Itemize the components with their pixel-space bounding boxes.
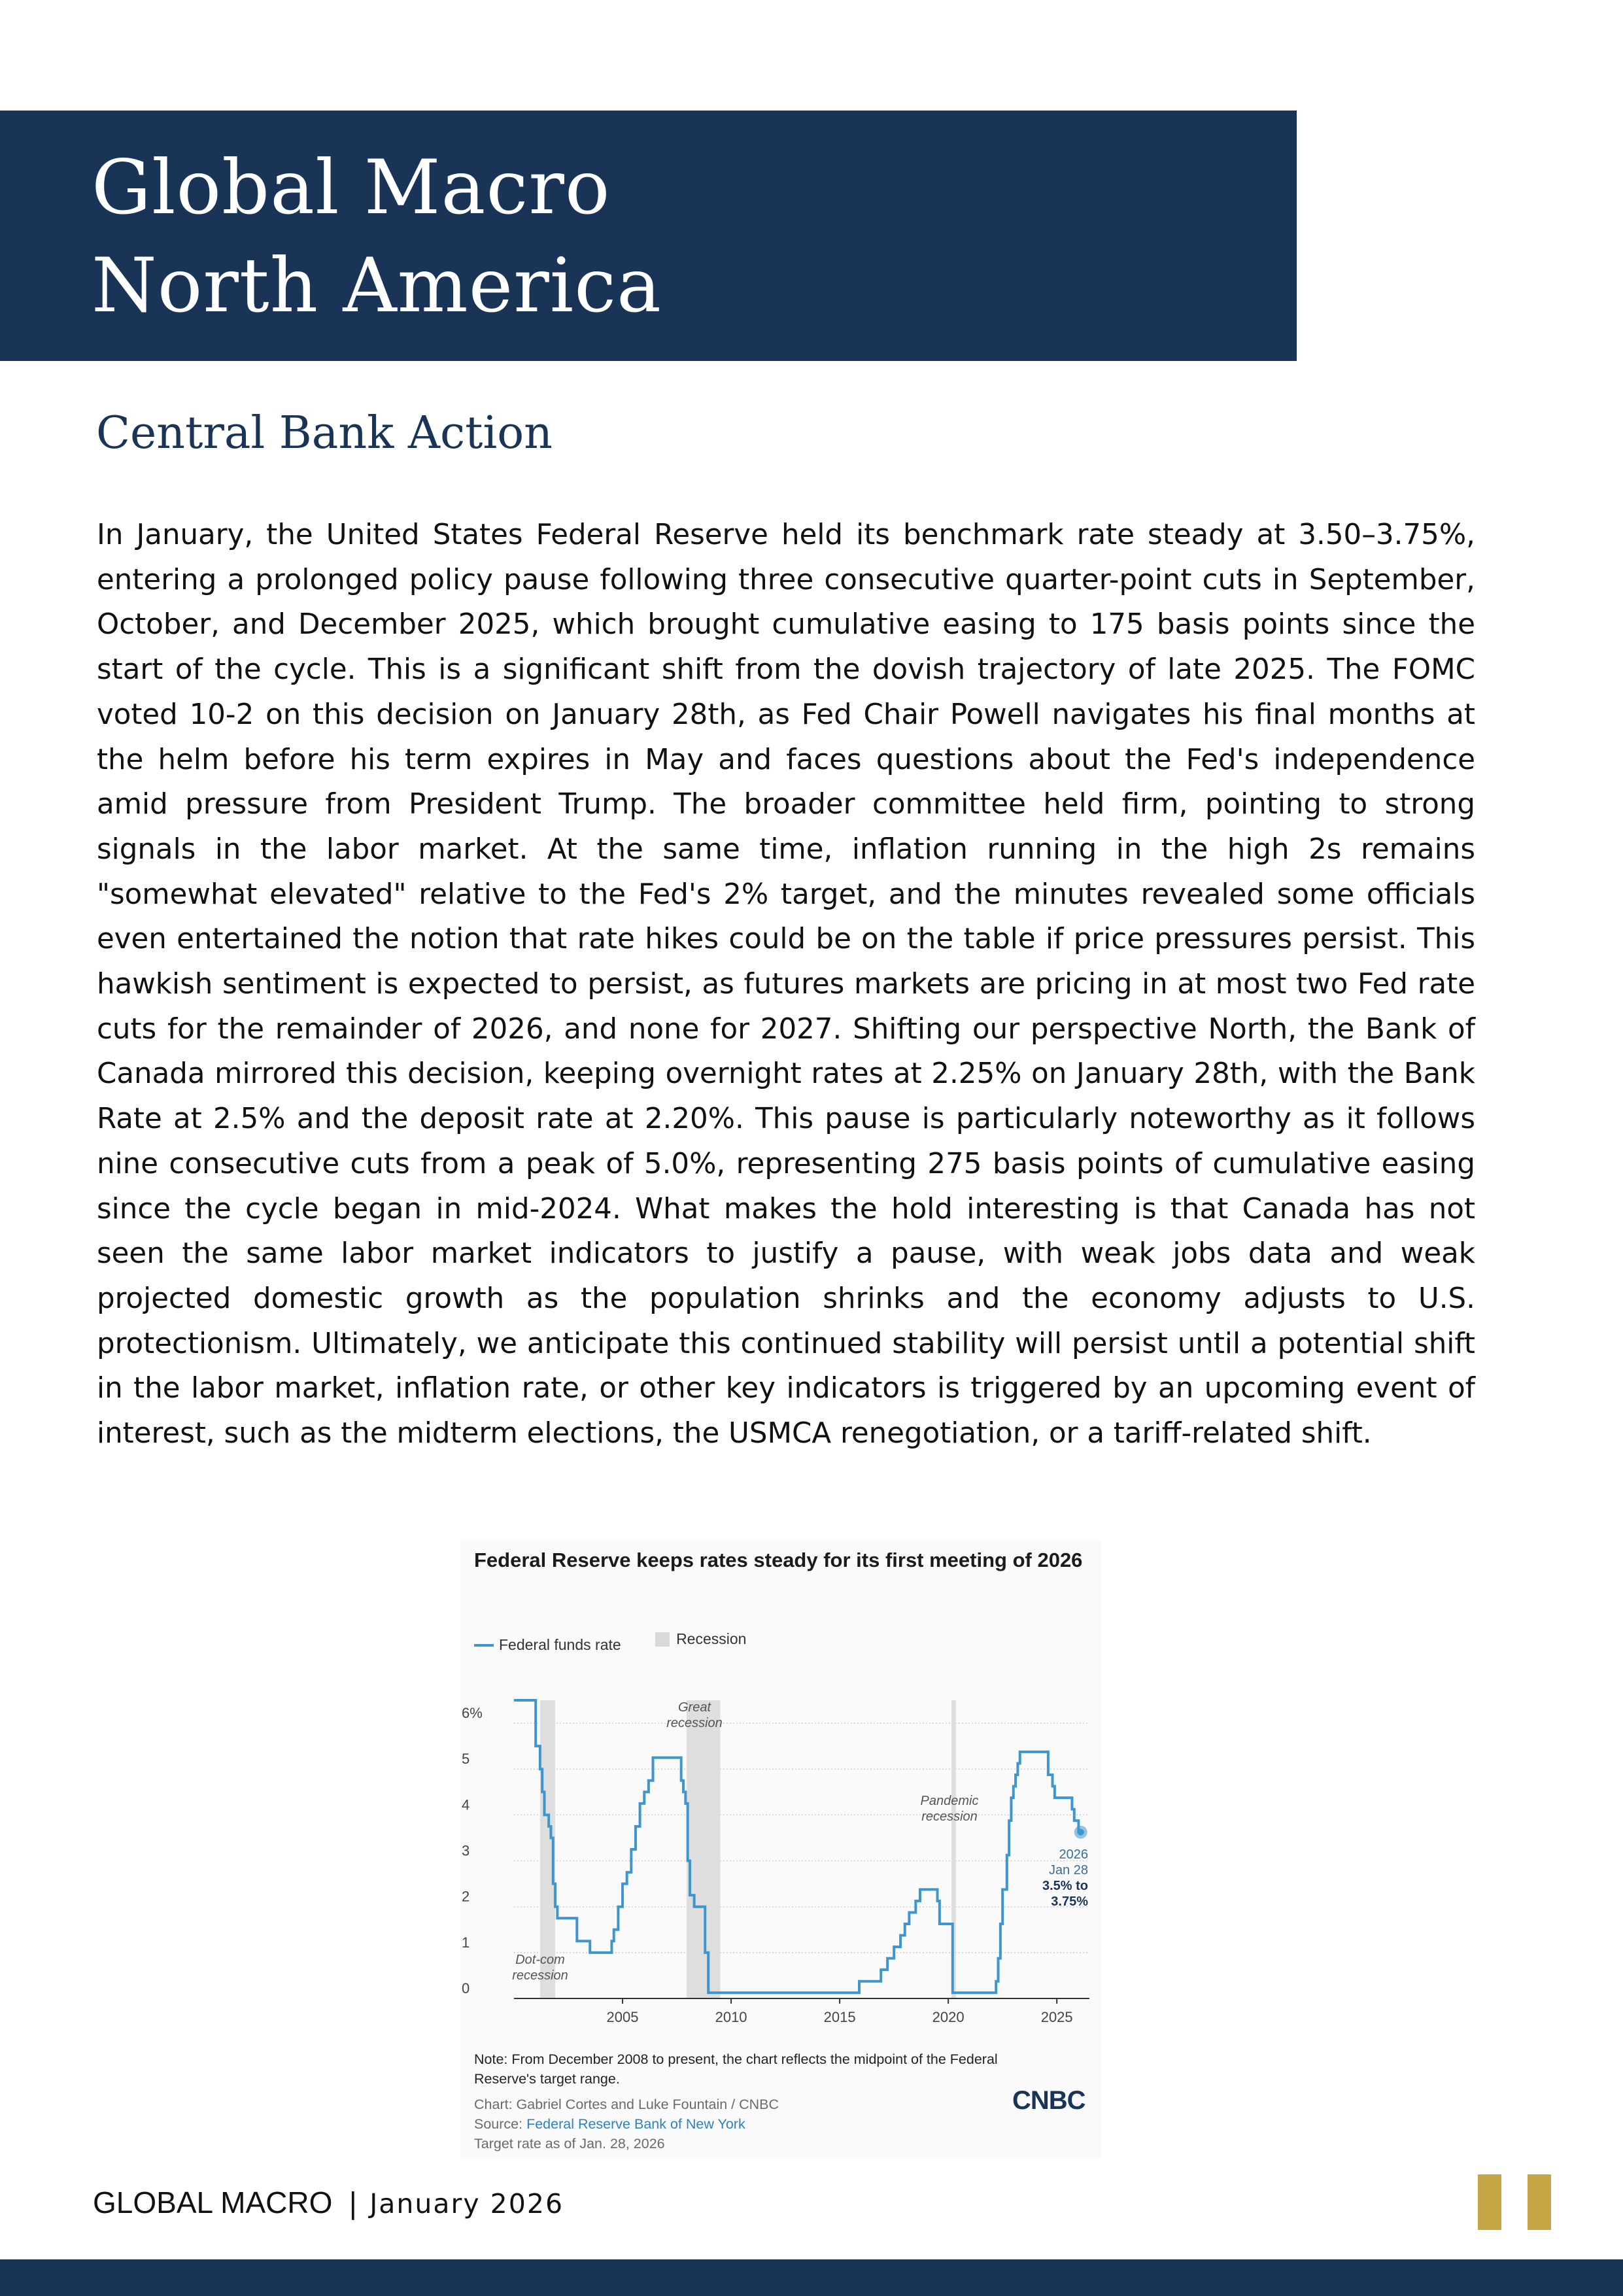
series-line-federal-funds-rate bbox=[514, 1700, 1081, 1993]
recession-label-great-2: recession bbox=[666, 1716, 723, 1730]
footer-strip bbox=[0, 2259, 1623, 2296]
recession-label-great-1: Great bbox=[677, 1700, 711, 1715]
section-title: Central Bank Action bbox=[96, 407, 553, 459]
y-tick-label: 6% bbox=[462, 1705, 483, 1722]
annotation-range-2: 3.75% bbox=[1051, 1894, 1088, 1909]
y-tick-label: 4 bbox=[462, 1796, 470, 1813]
chart-credit bbox=[474, 2095, 779, 2153]
footer-separator: | bbox=[348, 2187, 358, 2220]
chart-source-link[interactable]: Federal Reserve Bank of New York bbox=[526, 2116, 745, 2132]
legend-line-swatch bbox=[474, 1644, 494, 1647]
report-title-line1: Global Macro bbox=[92, 144, 611, 231]
series-end-point bbox=[1078, 1829, 1084, 1836]
pause-bars-icon bbox=[1478, 2174, 1551, 2230]
bar-right bbox=[1528, 2174, 1551, 2230]
report-title-line2: North America bbox=[92, 242, 662, 329]
recession-label-pandemic-1: Pandemic bbox=[920, 1794, 979, 1808]
recession-label-dotcom-1: Dot-com bbox=[515, 1953, 565, 1967]
x-tick-label: 2020 bbox=[932, 2009, 965, 2025]
recession-label-dotcom-2: recession bbox=[512, 1968, 568, 1983]
annotation-range-1: 3.5% to bbox=[1042, 1879, 1088, 1893]
y-tick-label: 3 bbox=[462, 1842, 470, 1859]
x-tick-label: 2010 bbox=[715, 2009, 747, 2025]
body-paragraph: In January, the United States Federal Reserve held its benchmark rate steady at 3.50–3.75%, entering a prolonged policy pause following three consecutive quarter-point cuts in September, October, and December 2025, which brought cumulative easing to 175 basis points since the start of the cycle. This is a significant shift from the dovish trajectory of late 2025. The FOMC voted 10-2 on this decision on January 28th, as Fed Chair Powell navigates his final months at the helm before his term expires in May and faces questions about the Fed's independence amid pressure from President Trump. The broader committee held firm, pointing to strong signals in the labor market. At the same time, inflation running in the high 2s remains "somewhat elevated" relative to the Fed's 2% target, and the minutes revealed some officials even entertained the notion that rate hikes could be on the table if price pressures persist. This hawkish sentiment is expected to persist, as futures markets are pricing in at most two Fed rate cuts for the remainder of 2026, and none for 2027. Shifting our perspective North, the Bank of Canada mirrored this decision, keeping overnight rates at 2.25% on January 28th, with the Bank Rate at 2.5% and the deposit rate at 2.20%. This pause is particularly noteworthy as it follows nine consecutive cuts from a peak of 5.0%, representing 275 basis points of cumulative easing since the cycle began in mid-2024. What makes the hold interesting is that Canada has not seen the same labor market indicators to justify a pause, with weak jobs data and weak projected domestic growth as the population shrinks and the economy adjusts to U.S. protectionism. Ultimately, we anticipate this continued stability will persist until a potential shift in the labor market, inflation rate, or other key indicators is triggered by an upcoming event of interest, such as the midterm elections, the USMCA renegotiation, or a tariff-related shift. bbox=[97, 519, 1475, 1450]
bar-left bbox=[1478, 2174, 1501, 2230]
recession-label-pandemic-2: recession bbox=[921, 1809, 978, 1824]
fed-rate-chart bbox=[460, 1674, 1101, 2037]
annotation-date: Jan 28 bbox=[1048, 1863, 1088, 1877]
chart-credit-asof: Target rate as of Jan. 28, 2026 bbox=[474, 2136, 665, 2151]
legend-item-recession bbox=[655, 1630, 746, 1648]
chart-credit-source-prefix: Source: bbox=[474, 2116, 527, 2132]
x-tick-label: 2015 bbox=[823, 2009, 856, 2025]
chart-title: Federal Reserve keeps rates steady for its first meeting of 2026 bbox=[474, 1549, 1083, 1571]
footer bbox=[93, 2185, 564, 2220]
x-tick-label: 2005 bbox=[606, 2009, 639, 2025]
chart-note: Note: From December 2008 to present, the chart reflects the midpoint of the Federal Reserve's target range. bbox=[474, 2051, 998, 2087]
cnbc-logo: CNBC bbox=[1012, 2086, 1085, 2115]
chart-annotations bbox=[512, 1700, 1088, 1983]
annotation-year: 2026 bbox=[1059, 1847, 1088, 1862]
legend-box-swatch bbox=[655, 1632, 670, 1647]
chart-credit-authors: Chart: Gabriel Cortes and Luke Fountain / CNBC bbox=[474, 2097, 779, 2112]
legend-label-rate: Federal funds rate bbox=[499, 1636, 621, 1653]
recession-band-1 bbox=[687, 1700, 720, 1998]
y-tick-label: 1 bbox=[462, 1934, 470, 1951]
footer-date: January 2026 bbox=[369, 2188, 564, 2219]
legend-label-recession: Recession bbox=[676, 1630, 747, 1647]
footer-brand: GLOBAL MACRO bbox=[93, 2185, 333, 2219]
y-tick-label: 0 bbox=[462, 1980, 470, 1996]
y-tick-label: 5 bbox=[462, 1751, 470, 1768]
chart-legend bbox=[474, 1630, 776, 1654]
chart-series bbox=[514, 1700, 1087, 1993]
x-tick-label: 2025 bbox=[1040, 2009, 1073, 2025]
legend-item-rate bbox=[474, 1636, 621, 1654]
y-tick-label: 2 bbox=[462, 1888, 470, 1905]
report-title bbox=[92, 139, 662, 335]
